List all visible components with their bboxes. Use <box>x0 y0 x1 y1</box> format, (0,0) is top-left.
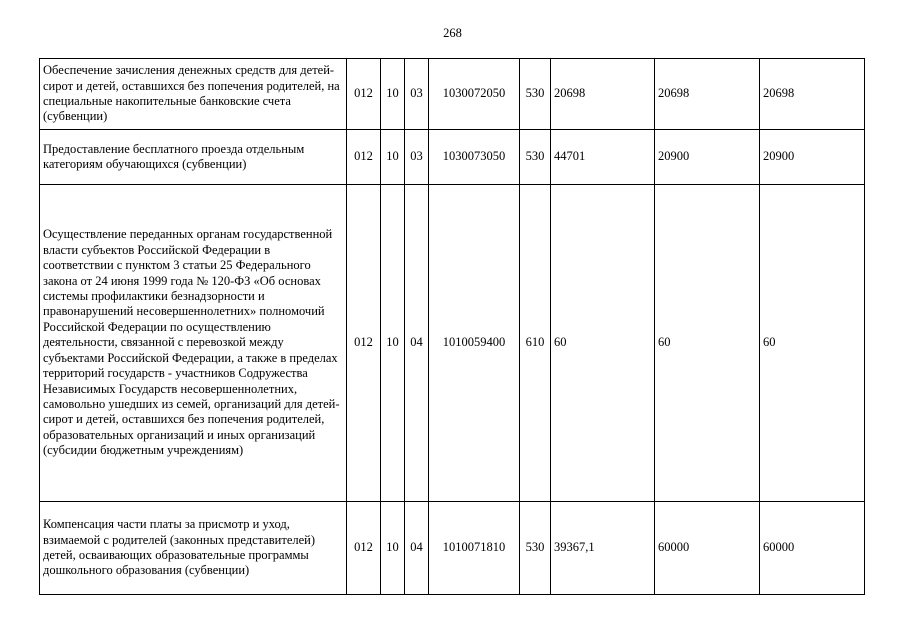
amount-year-2: 60 <box>655 185 760 502</box>
section-code: 10 <box>381 502 405 595</box>
section-code: 10 <box>381 185 405 502</box>
budget-table <box>39 58 865 595</box>
amount-year-3: 20900 <box>760 130 865 185</box>
subsection-code: 03 <box>405 130 429 185</box>
expense-name: Компенсация части платы за присмотр и уход, взимаемой с родителей (законных представителей) детей, осваивающих образовательные программы дошкольного образования (субвенции) <box>40 502 347 595</box>
amount-year-2: 60000 <box>655 502 760 595</box>
ministry-code: 012 <box>347 130 381 185</box>
amount-year-1: 60 <box>551 185 655 502</box>
amount-year-1: 20698 <box>551 59 655 130</box>
expense-name: Осуществление переданных органам государственной власти субъектов Российской Федерации в соответствии с пунктом 3 статьи 25 Федерального закона от 24 июня 1999 года № 120-ФЗ «Об основах системы профилактики безнадзорности и правонарушений несовершеннолетних» полномочий Российской Федерации по осуществлению деятельности, связанной с перевозкой между субъектами Российской Федерации, а также в пределах территорий государств - участников Содружества Независимых Государств несовершеннолетних, самовольно ушедших из семей, организаций для детей-сирот и детей, оставшихся без попечения родителей, образовательных организаций и иных организаций (субсидии бюджетным учреждениям) <box>40 185 347 502</box>
table-row <box>40 502 865 595</box>
expense-type-code: 530 <box>520 502 551 595</box>
expense-type-code: 530 <box>520 130 551 185</box>
amount-year-1: 39367,1 <box>551 502 655 595</box>
expense-name: Предоставление бесплатного проезда отдельным категориям обучающихся (субвенции) <box>40 130 347 185</box>
target-article-code: 1010059400 <box>429 185 520 502</box>
amount-year-3: 20698 <box>760 59 865 130</box>
amount-year-1: 44701 <box>551 130 655 185</box>
amount-year-3: 60000 <box>760 502 865 595</box>
section-code: 10 <box>381 130 405 185</box>
ministry-code: 012 <box>347 59 381 130</box>
table-row <box>40 130 865 185</box>
section-code: 10 <box>381 59 405 130</box>
subsection-code: 04 <box>405 185 429 502</box>
amount-year-3: 60 <box>760 185 865 502</box>
expense-type-code: 530 <box>520 59 551 130</box>
target-article-code: 1030072050 <box>429 59 520 130</box>
expense-name: Обеспечение зачисления денежных средств для детей-сирот и детей, оставшихся без попечения родителей, на специальные накопительные банковские счета (субвенции) <box>40 59 347 130</box>
target-article-code: 1030073050 <box>429 130 520 185</box>
ministry-code: 012 <box>347 502 381 595</box>
ministry-code: 012 <box>347 185 381 502</box>
target-article-code: 1010071810 <box>429 502 520 595</box>
table-row <box>40 185 865 502</box>
subsection-code: 03 <box>405 59 429 130</box>
expense-type-code: 610 <box>520 185 551 502</box>
amount-year-2: 20900 <box>655 130 760 185</box>
table-row <box>40 59 865 130</box>
subsection-code: 04 <box>405 502 429 595</box>
page-number: 268 <box>443 26 462 40</box>
amount-year-2: 20698 <box>655 59 760 130</box>
